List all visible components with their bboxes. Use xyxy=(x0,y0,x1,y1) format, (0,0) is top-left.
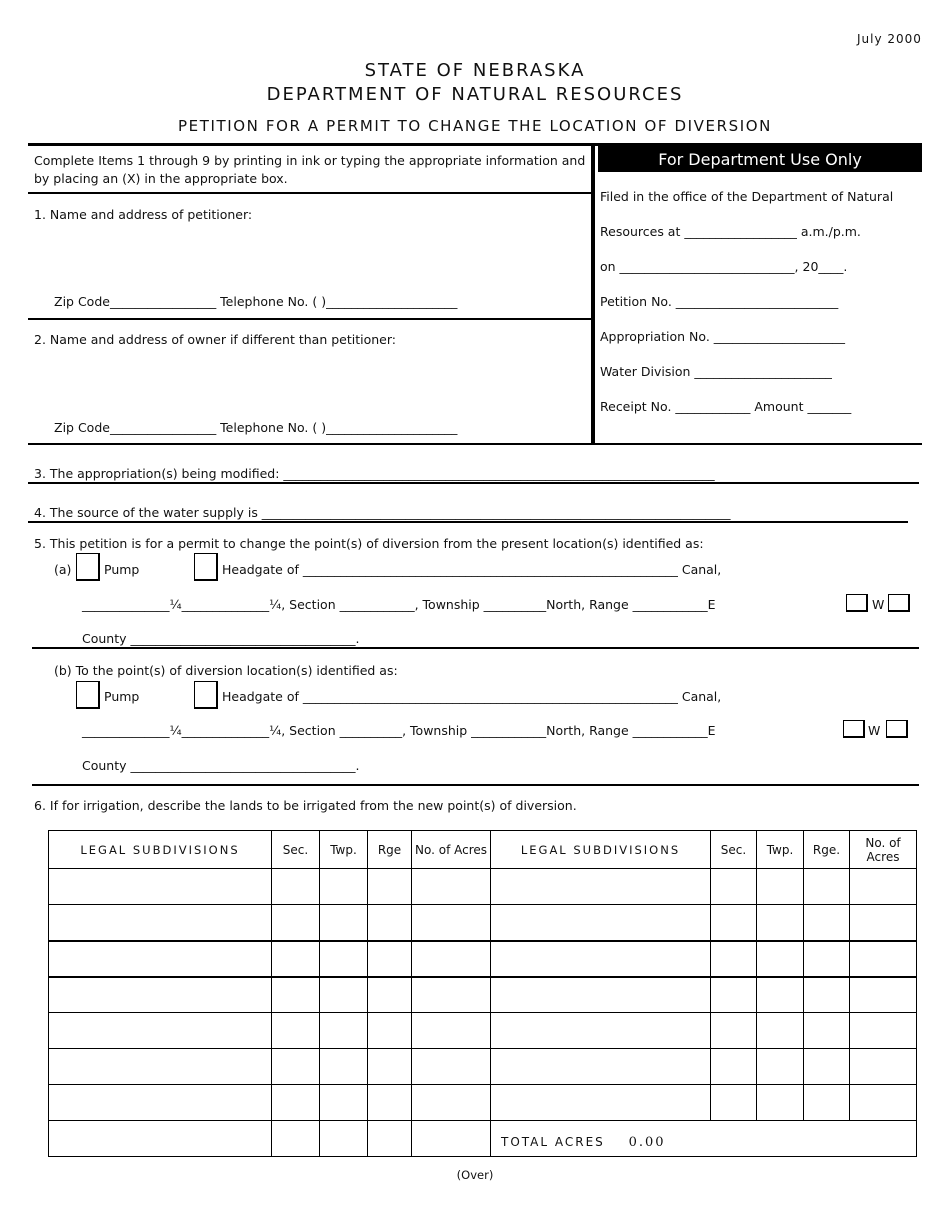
table-row[interactable] xyxy=(49,869,917,905)
dept-resources-time: Resources at __________________ a.m./p.m. xyxy=(600,224,861,239)
west-checkbox-b[interactable] xyxy=(886,720,908,738)
department-title: DEPARTMENT OF NATURAL RESOURCES xyxy=(266,84,684,105)
table-header-row xyxy=(49,831,917,869)
table-row[interactable] xyxy=(49,941,917,977)
total-acres-value: 0.00 xyxy=(628,1135,666,1150)
instructions-line-2: by placing an (X) in the appropriate box. xyxy=(34,171,288,186)
east-checkbox-a[interactable] xyxy=(846,594,868,612)
item2-label: 2. Name and address of owner if different than petitioner: xyxy=(34,332,396,347)
county-field-b[interactable]: County ____________________________________. xyxy=(82,758,360,773)
irrigated-lands-table xyxy=(48,830,917,1157)
item5-label: 5. This petition is for a permit to change the point(s) of diversion from the present location(s) identified as: xyxy=(34,536,704,551)
dept-date-line: on ____________________________, 20____. xyxy=(600,259,848,274)
dept-water-division: Water Division ______________________ xyxy=(600,364,832,379)
divider xyxy=(28,192,591,194)
dept-filed-line: Filed in the office of the Department of Natural xyxy=(600,189,894,204)
divider xyxy=(28,318,591,320)
item5a-label: (a) xyxy=(54,562,72,577)
state-title: STATE OF NEBRASKA xyxy=(364,60,586,81)
headgate-checkbox-b[interactable] xyxy=(194,681,218,709)
dept-use-title: For Department Use Only xyxy=(598,146,922,172)
county-field-a[interactable]: County ____________________________________. xyxy=(82,631,360,646)
east-checkbox-b[interactable] xyxy=(843,720,865,738)
dept-box-border xyxy=(591,146,595,444)
table-row[interactable] xyxy=(49,1049,917,1085)
total-acres-label: TOTAL ACRES xyxy=(501,1135,605,1149)
west-label-b: W xyxy=(868,723,881,738)
pump-label-b: Pump xyxy=(104,689,140,704)
dept-petition-no: Petition No. __________________________ xyxy=(600,294,839,309)
col-acres: No. of Acres xyxy=(412,831,491,869)
divider xyxy=(28,443,922,445)
divider xyxy=(28,521,908,523)
col-legal-subdivisions: LEGAL SUBDIVISIONS xyxy=(49,831,272,869)
divider xyxy=(28,482,919,484)
item6-label: 6. If for irrigation, describe the lands to be irrigated from the new point(s) of diversion. xyxy=(34,798,577,813)
location-field-b[interactable]: ______________¼______________¼, Section __________, Township ____________North, Range ____________E xyxy=(82,723,716,738)
total-acres-cell xyxy=(491,1121,917,1157)
divider xyxy=(32,647,919,649)
table-row[interactable] xyxy=(49,1085,917,1121)
instructions-line-1: Complete Items 1 through 9 by printing in ink or typing the appropriate information and xyxy=(34,153,586,168)
west-checkbox-a[interactable] xyxy=(888,594,910,612)
location-field-a[interactable]: ______________¼______________¼, Section ____________, Township __________North, Range ____________E xyxy=(82,597,716,612)
col-sec: Sec. xyxy=(272,831,320,869)
headgate-field-b[interactable]: Headgate of ____________________________________________________________ Canal, xyxy=(222,689,722,704)
headgate-field-a[interactable]: Headgate of ____________________________________________________________ Canal, xyxy=(222,562,722,577)
item3-appropriation[interactable]: 3. The appropriation(s) being modified: _____________________________________________________________________ xyxy=(34,466,715,481)
item1-zip-telephone[interactable]: Zip Code_________________ Telephone No. ( )_____________________ xyxy=(54,294,458,309)
col-acres-2: No. of Acres xyxy=(850,831,917,869)
pump-checkbox-a[interactable] xyxy=(76,553,100,581)
item2-zip-telephone[interactable]: Zip Code_________________ Telephone No. ( )_____________________ xyxy=(54,420,458,435)
headgate-checkbox-a[interactable] xyxy=(194,553,218,581)
form-date: July 2000 xyxy=(857,32,922,46)
table-row[interactable] xyxy=(49,977,917,1013)
col-sec-2: Sec. xyxy=(711,831,757,869)
col-rge-2: Rge. xyxy=(804,831,850,869)
pump-label-a: Pump xyxy=(104,562,140,577)
item4-water-source[interactable]: 4. The source of the water supply is ___________________________________________________________________________ xyxy=(34,505,731,520)
pump-checkbox-b[interactable] xyxy=(76,681,100,709)
table-row[interactable] xyxy=(49,905,917,941)
table-row[interactable] xyxy=(49,1013,917,1049)
dept-receipt-amount: Receipt No. ____________ Amount _______ xyxy=(600,399,852,414)
item5b-label: (b) To the point(s) of diversion location(s) identified as: xyxy=(54,663,398,678)
col-rge: Rge xyxy=(368,831,412,869)
col-legal-subdivisions-2: LEGAL SUBDIVISIONS xyxy=(491,831,711,869)
item1-label: 1. Name and address of petitioner: xyxy=(34,207,253,222)
table-total-row xyxy=(49,1121,917,1157)
dept-appropriation-no: Appropriation No. _____________________ xyxy=(600,329,846,344)
west-label-a: W xyxy=(872,597,885,612)
divider xyxy=(32,784,919,786)
over-note: (Over) xyxy=(456,1168,494,1182)
col-twp: Twp. xyxy=(320,831,368,869)
col-twp-2: Twp. xyxy=(757,831,804,869)
form-title: PETITION FOR A PERMIT TO CHANGE THE LOCATION OF DIVERSION xyxy=(177,117,772,135)
